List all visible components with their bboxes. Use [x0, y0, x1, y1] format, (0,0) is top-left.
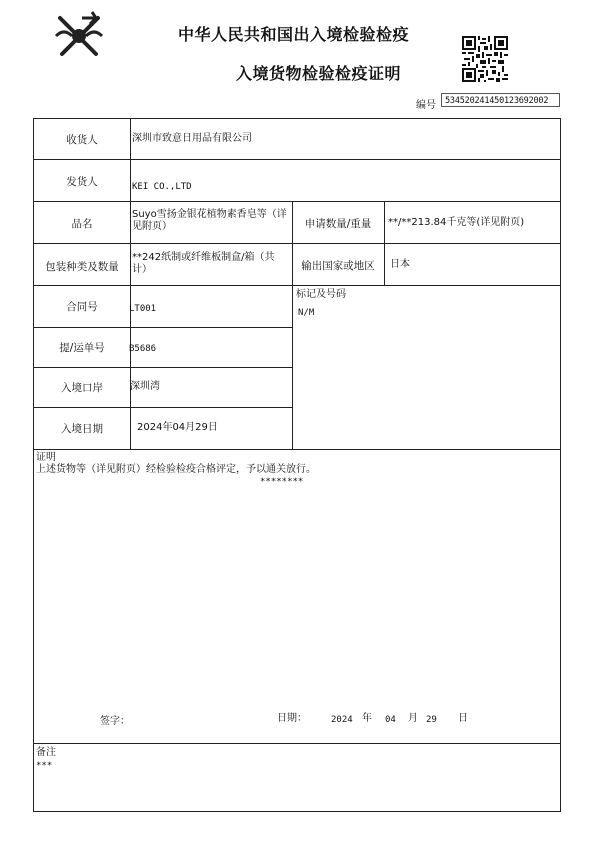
- qr-code: [462, 36, 508, 82]
- quantity-weight-value: **/**213.84千克等(详见附页): [388, 217, 525, 228]
- entry-port-value: 深圳湾: [130, 381, 160, 392]
- quantity-weight-label: 申请数量/重量: [304, 218, 372, 230]
- consignor-label: 发货人: [66, 176, 98, 188]
- certificate-table: [33, 118, 561, 812]
- consignor-value: KEI CO.,LTD: [132, 182, 192, 192]
- sign-date-day-unit: 日: [458, 713, 468, 724]
- certificate-statement: 上述货物等（详见附页）经检验检疫合格评定，予以通关放行。: [36, 464, 316, 475]
- sign-date-month-unit: 月: [408, 713, 418, 724]
- sign-date-label: 日期：: [277, 713, 307, 724]
- contract-no-label: 合同号: [66, 301, 98, 313]
- bill-of-lading-value: B5686: [129, 344, 157, 354]
- marks-label: 标记及号码: [296, 289, 346, 300]
- entry-port-label: 入境口岸: [61, 382, 103, 394]
- consignee-value: 深圳市致意日用品有限公司: [132, 133, 252, 144]
- entry-date-label: 入境日期: [61, 423, 103, 435]
- remarks-value: ***: [36, 761, 53, 771]
- entry-date-value: 2024年04月29日: [137, 422, 218, 433]
- sign-date-month: 04: [385, 715, 396, 725]
- sign-date-day: 29: [426, 715, 437, 725]
- goods-name-value: Suyo雪扬金银花植物素香皂等（详见附页）: [132, 209, 287, 232]
- remarks-heading: 备注: [36, 747, 56, 758]
- origin-country-value: 日本: [390, 259, 410, 270]
- document-title-line2: 入境货物检验检疫证明: [236, 64, 402, 83]
- marks-value: N/M: [298, 308, 315, 318]
- signature-label: 签字：: [100, 716, 130, 727]
- goods-name-label: 品名: [71, 218, 93, 230]
- cert-number-value: 534520241450123692002: [441, 93, 560, 107]
- packaging-value: **242纸制或纤维板制盒/箱（共计）: [132, 252, 275, 275]
- document-title-line1: 中华人民共和国出入境检验检疫: [178, 25, 410, 44]
- contract-no-value: LT001: [129, 304, 157, 314]
- bill-of-lading-label: 提/运单号: [59, 342, 105, 354]
- cert-number-label: 编号: [416, 100, 436, 111]
- certificate-stars: ********: [260, 477, 304, 487]
- certificate-heading: 证明: [36, 452, 56, 463]
- customs-emblem-logo: [52, 8, 106, 64]
- consignee-label: 收货人: [66, 134, 98, 146]
- sign-date-year-unit: 年: [362, 713, 372, 724]
- packaging-label: 包装种类及数量: [45, 261, 119, 273]
- sign-date-year: 2024: [331, 715, 353, 725]
- origin-country-label: 输出国家或地区: [301, 260, 375, 272]
